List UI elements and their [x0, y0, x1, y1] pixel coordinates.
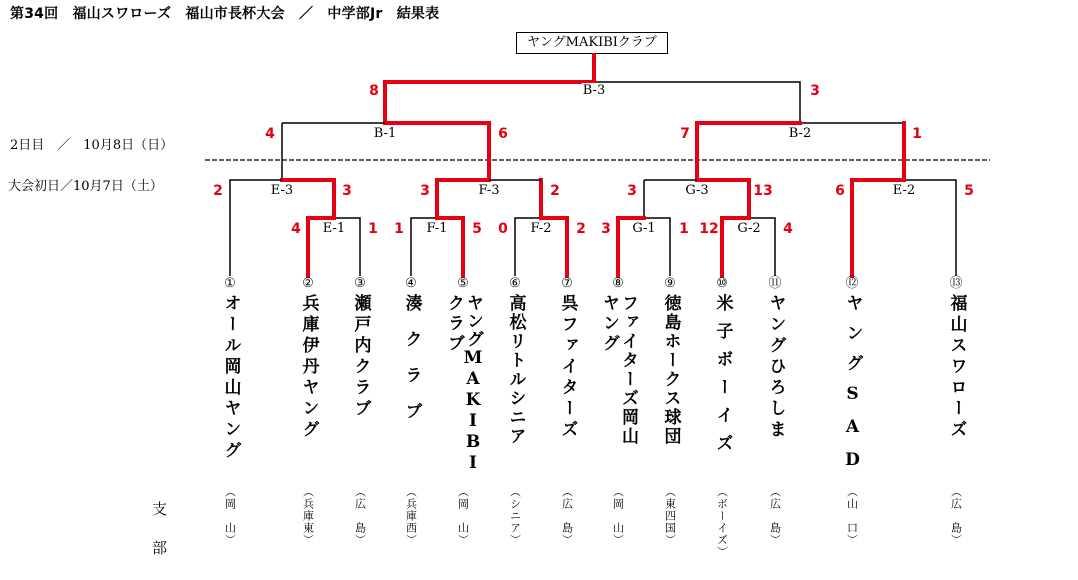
team-branch: （広 島）: [353, 486, 367, 546]
match-label-g1: G-1: [632, 221, 656, 236]
team-seed: ①: [224, 276, 236, 291]
match-label-f1: F-1: [426, 221, 448, 236]
team-branch: （広 島）: [949, 486, 963, 546]
team-8: [598, 276, 638, 446]
team-seed: ⑧: [612, 276, 624, 291]
score-e3-right: 3: [342, 183, 352, 199]
team-6: [502, 276, 528, 446]
score-g3-left: 3: [627, 183, 637, 199]
team-11: [762, 276, 788, 441]
team-branch: （シニア）: [508, 486, 522, 546]
day1-label: 大会初日／10月7日（土）: [8, 179, 163, 194]
score-f3-right: 2: [550, 183, 560, 199]
team-name-line1: ヤングMAKIBI: [463, 294, 483, 474]
score-f1-left: 1: [394, 221, 404, 237]
score-b1-left: 4: [265, 126, 275, 142]
team-seed: ②: [302, 276, 314, 291]
branch-header-2: 部: [152, 539, 168, 557]
score-e1-left: 4: [291, 221, 301, 237]
team-13: [943, 276, 969, 441]
team-name-line2: ヤング: [599, 294, 619, 354]
team-1: [217, 276, 243, 462]
team-7: [554, 276, 580, 441]
team-branch: （広 島）: [560, 486, 574, 546]
team-seed: ④: [405, 276, 417, 291]
score-b2-left: 7: [680, 126, 690, 142]
team-name: 瀬戸内クラブ: [350, 294, 371, 420]
team-name-line1: ファイターズ岡山: [618, 294, 638, 446]
score-b3-left: 8: [369, 83, 379, 99]
match-label-e3: E-3: [270, 183, 294, 198]
team-5: [443, 276, 483, 474]
score-f3-left: 3: [420, 183, 430, 199]
team-branch: （山 口）: [845, 486, 859, 546]
team-name: ヤングひろしま: [765, 294, 786, 441]
team-seed: ⑪: [768, 276, 782, 291]
match-label-b2: B-2: [788, 126, 812, 141]
team-seed: ⑤: [457, 276, 469, 291]
page-title: 第34回 福山スワローズ 福山市長杯大会 ／ 中学部Jr 結果表: [10, 6, 440, 22]
score-e2-right: 5: [964, 183, 974, 199]
team-name: 高松リトルシニア: [505, 294, 526, 446]
team-3: [347, 276, 373, 420]
team-name: 湊 ク ラ ブ: [401, 294, 422, 420]
team-branch: （岡 山）: [611, 486, 625, 546]
team-name: ヤングSAD: [842, 294, 863, 483]
match-label-f2: F-2: [530, 221, 552, 236]
team-branch: （岡 山）: [223, 486, 237, 546]
team-seed: ⑦: [561, 276, 573, 291]
team-seed: ⑬: [949, 276, 963, 291]
match-label-g2: G-2: [737, 221, 761, 236]
team-name: 兵庫伊丹ヤング: [298, 294, 319, 441]
team-4: [398, 276, 424, 420]
team-branch: （岡 山）: [456, 486, 470, 546]
team-name: 福山スワローズ: [946, 294, 967, 441]
match-label-e2: E-2: [892, 183, 916, 198]
score-f2-left: 0: [498, 221, 508, 237]
score-g2-right: 4: [783, 221, 793, 237]
score-b3-right: 3: [810, 83, 820, 99]
team-12: [839, 276, 865, 483]
team-branch: （広 島）: [768, 486, 782, 546]
match-label-g3: G-3: [685, 183, 709, 198]
match-label-b1: B-1: [373, 126, 397, 141]
match-label-e1: E-1: [322, 221, 346, 236]
team-name-line2: クラブ: [444, 294, 464, 354]
team-10: [709, 276, 735, 462]
team-branch: （兵庫東）: [301, 486, 315, 546]
champion-box: ヤングMAKIBIクラブ: [516, 32, 668, 54]
team-seed: ③: [354, 276, 366, 291]
team-2: [295, 276, 321, 441]
team-seed: ⑩: [716, 276, 728, 291]
team-name: 徳島ホークス球団: [660, 294, 681, 446]
team-name: 米子ボーイズ: [712, 294, 733, 462]
team-seed: ⑥: [509, 276, 521, 291]
team-name: オール岡山ヤング: [220, 294, 241, 462]
score-g3-right: 13: [753, 183, 773, 199]
score-e2-left: 6: [835, 183, 845, 199]
team-branch: （兵庫西）: [404, 486, 418, 546]
team-branch: （東四国）: [663, 486, 677, 546]
team-branch: （ボーイズ）: [715, 486, 729, 558]
team-seed: ⑫: [845, 276, 859, 291]
team-9: [657, 276, 683, 446]
score-f2-right: 2: [576, 221, 586, 237]
score-g2-left: 12: [699, 221, 719, 237]
score-b2-right: 1: [912, 126, 922, 142]
team-name: 呉ファイターズ: [557, 294, 578, 441]
score-e1-right: 1: [368, 221, 378, 237]
match-label-f3: F-3: [478, 183, 500, 198]
score-g1-left: 3: [601, 221, 611, 237]
score-f1-right: 5: [472, 221, 482, 237]
team-seed: ⑨: [664, 276, 676, 291]
day2-label: 2日目 ／ 10月8日（日）: [10, 138, 174, 153]
score-g1-right: 1: [679, 221, 689, 237]
score-e3-left: 2: [213, 183, 223, 199]
score-b1-right: 6: [498, 126, 508, 142]
match-label-b3: B-3: [582, 83, 606, 98]
branch-header-1: 支: [152, 500, 168, 518]
